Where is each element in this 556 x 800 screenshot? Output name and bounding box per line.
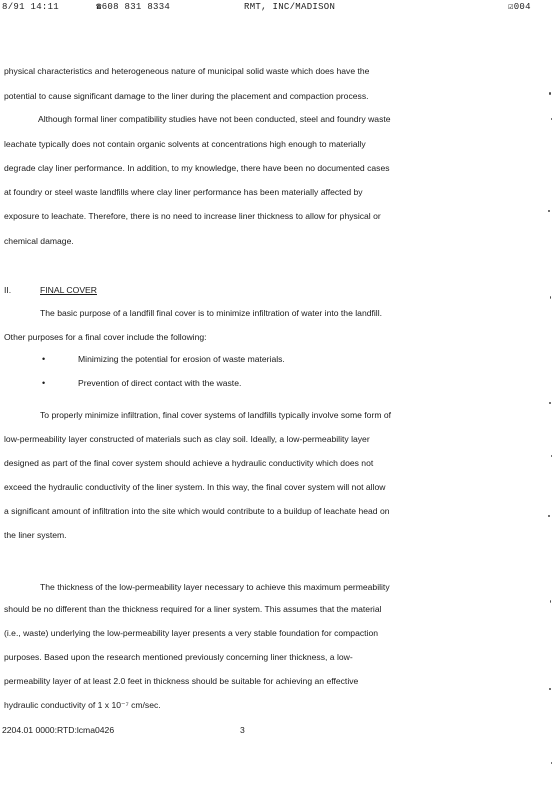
body-line: at foundry or steel waste landfills where clay liner performance has been materially affected by [4, 187, 363, 197]
body-line: hydraulic conductivity of 1 x 10⁻⁷ cm/sec. [4, 700, 161, 710]
bullet-item: Prevention of direct contact with the waste. [78, 378, 242, 388]
fax-date-time: 8/91 14:11 [2, 2, 60, 12]
body-line: leachate typically does not contain organic solvents at concentrations high enough to materially [4, 139, 366, 149]
body-line: should be no different than the thickness required for a liner system. This assumes that the material [4, 604, 382, 614]
body-line: purposes. Based upon the research mentioned previously concerning liner thickness, a low- [4, 652, 353, 662]
body-line: To properly minimize infiltration, final cover systems of landfills typically involve some form of [40, 410, 392, 420]
body-line: degrade clay liner performance. In addition, to my knowledge, there have been no documented cases [4, 163, 390, 173]
footer-doc-code: 2204.01 0000:RTD:lcma0426 [2, 725, 115, 735]
fax-transmission-header [0, 0, 556, 14]
body-line: designed as part of the final cover system should achieve a hydraulic conductivity which does not [4, 458, 374, 468]
body-line: a significant amount of infiltration into the site which would contribute to a buildup of leachate head on [4, 506, 390, 516]
fax-sender: RMT, INC/MADISON [244, 2, 336, 12]
body-line: the liner system. [4, 530, 67, 540]
body-line: (i.e., waste) underlying the low-permeability layer presents a very stable foundation for compaction [4, 628, 379, 638]
body-line: The thickness of the low-permeability layer necessary to achieve this maximum permeability [40, 582, 390, 592]
section-title: FINAL COVER [40, 285, 97, 295]
body-line: exceed the hydraulic conductivity of the liner system. In this way, the final cover system will not allow [4, 482, 386, 492]
fax-page-ref: ☑004 [508, 2, 531, 12]
section-number: II. [4, 285, 12, 295]
body-line: exposure to leachate. Therefore, there is no need to increase liner thickness to allow for physical or [4, 211, 381, 221]
body-line: permeability layer of at least 2.0 feet in thickness should be suitable for achieving an effective [4, 676, 359, 686]
fax-phone-number: ☎608 831 8334 [96, 2, 171, 12]
body-line: physical characteristics and heterogeneous nature of municipal solid waste which does have the [4, 66, 370, 76]
footer-page-number: 3 [240, 725, 245, 735]
body-line: The basic purpose of a landfill final cover is to minimize infiltration of water into the landfill. [40, 308, 383, 318]
bullet-dot-icon: • [42, 378, 46, 388]
bullet-item: Minimizing the potential for erosion of waste materials. [78, 354, 285, 364]
bullet-dot-icon: • [42, 354, 46, 364]
body-line: potential to cause significant damage to the liner during the placement and compaction process. [4, 91, 369, 101]
body-line: Although formal liner compatibility studies have not been conducted, steel and foundry waste [38, 114, 391, 124]
body-line: chemical damage. [4, 236, 74, 246]
body-line: Other purposes for a final cover include the following: [4, 332, 207, 342]
body-line: low-permeability layer constructed of materials such as clay soil. Ideally, a low-permeability layer [4, 434, 370, 444]
